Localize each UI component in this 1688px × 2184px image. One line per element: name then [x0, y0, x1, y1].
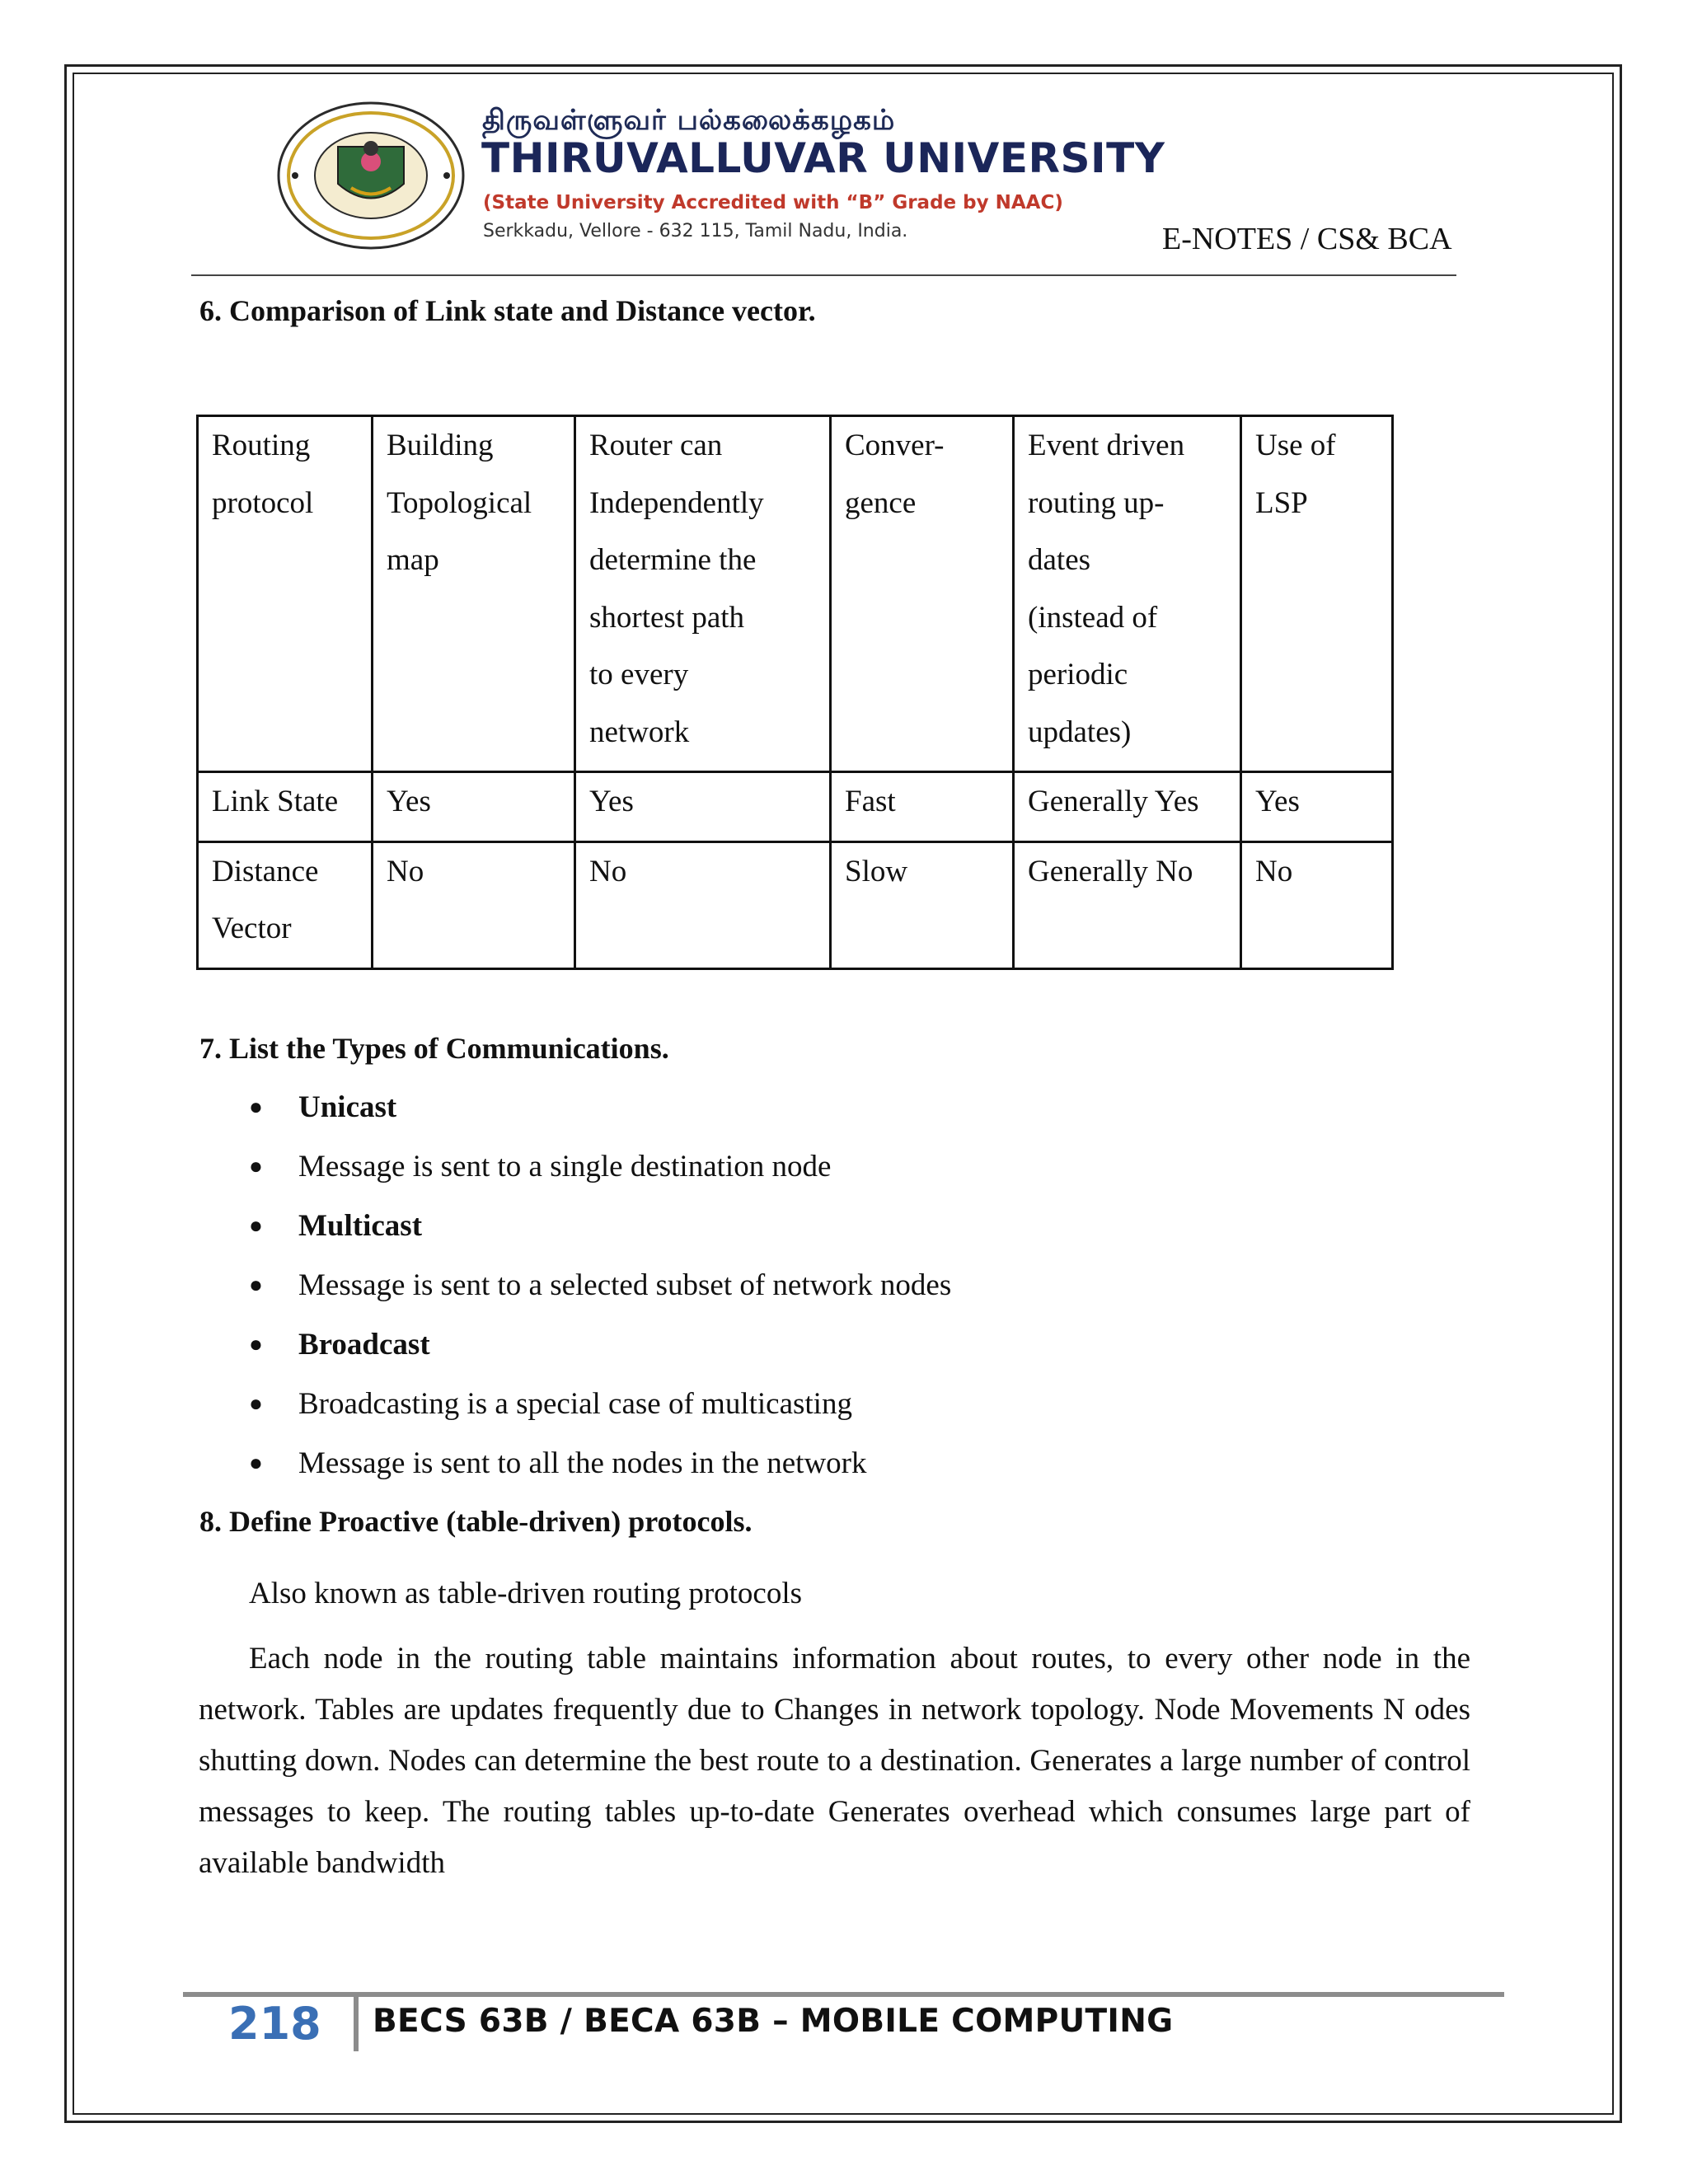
- list-item-text: Multicast: [298, 1209, 423, 1243]
- cell-line: dates: [1028, 543, 1091, 577]
- table-cell: [575, 772, 831, 842]
- cell-line: Routing: [212, 429, 311, 462]
- cell-line: map: [387, 543, 439, 577]
- enotes-label: E-NOTES / CS& BCA: [1162, 222, 1452, 256]
- cell-line: Yes: [387, 785, 431, 818]
- communication-types-list: [247, 1083, 951, 1498]
- university-name-tamil: திருவள்ளுவர் பல்கலைக்கழகம்: [482, 104, 896, 137]
- cell-line: LSP: [1255, 485, 1308, 520]
- section-8-intro: Also known as table-driven routing protocols: [249, 1577, 803, 1610]
- cell-line: Fast: [845, 785, 896, 818]
- cell-line: periodic: [1028, 658, 1128, 691]
- list-item-text: Broadcasting is a special case of multicasting: [298, 1387, 852, 1421]
- cell-line: Independently: [589, 485, 764, 520]
- cell-line: Vector: [212, 912, 292, 945]
- cell-line: Distance: [212, 854, 319, 888]
- cell-line: to every: [589, 658, 689, 691]
- table-header-row: [198, 416, 1393, 772]
- list-item: [247, 1320, 951, 1380]
- header-divider: [191, 274, 1456, 276]
- section-8-heading: 8. Define Proactive (table-driven) protocols.: [199, 1505, 753, 1538]
- cell-line: shortest path: [589, 600, 745, 635]
- cell-line: No: [387, 854, 424, 888]
- list-item: [247, 1380, 951, 1439]
- header-cell: [373, 416, 575, 772]
- table-cell: [373, 772, 575, 842]
- list-item: [247, 1083, 951, 1142]
- university-name: THIRUVALLUVAR UNIVERSITY: [481, 134, 1165, 182]
- cell-line: Link State: [212, 785, 339, 818]
- table-cell: [831, 841, 1014, 968]
- table-row: [198, 841, 1393, 968]
- cell-line: updates): [1028, 715, 1132, 749]
- comparison-table: [196, 415, 1394, 970]
- bullet-dot-icon: ●: [249, 1272, 263, 1298]
- table-cell: [831, 772, 1014, 842]
- university-logo: [272, 97, 470, 254]
- cell-line: protocol: [212, 485, 314, 520]
- bullet-dot-icon: ●: [249, 1391, 263, 1417]
- header-cell: [575, 416, 831, 772]
- cell-line: Topological: [387, 485, 532, 520]
- cell-line: routing up-: [1028, 485, 1165, 520]
- cell-line: Generally Yes: [1028, 785, 1199, 818]
- list-item-text: Unicast: [298, 1090, 397, 1124]
- cell-line: Yes: [1255, 785, 1300, 818]
- header-cell: [1014, 416, 1241, 772]
- bullet-dot-icon: ●: [249, 1094, 263, 1120]
- cell-line: Conver-: [845, 429, 945, 462]
- bullet-dot-icon: ●: [249, 1213, 263, 1239]
- list-item: [247, 1439, 951, 1498]
- table-cell: [1014, 772, 1241, 842]
- cell-line: Generally No: [1028, 854, 1193, 888]
- table-cell: [198, 772, 373, 842]
- cell-line: Building: [387, 429, 494, 462]
- cell-line: Event driven: [1028, 429, 1185, 462]
- bullet-dot-icon: ●: [249, 1451, 263, 1476]
- cell-line: Slow: [845, 854, 908, 888]
- list-item-text: Message is sent to a single destination node: [298, 1150, 832, 1183]
- header-cell: [831, 416, 1014, 772]
- cell-line: Use of: [1255, 429, 1336, 462]
- cell-line: (instead of: [1028, 600, 1158, 635]
- course-title: BECS 63B / BECA 63B – MOBILE COMPUTING: [373, 2003, 1174, 2040]
- university-address: Serkkadu, Vellore - 632 115, Tamil Nadu, India.: [483, 221, 908, 241]
- table-cell: [1241, 841, 1393, 968]
- footer-separator: [354, 1994, 359, 2051]
- bullet-dot-icon: ●: [249, 1332, 263, 1357]
- section-6-heading: 6. Comparison of Link state and Distance vector.: [199, 294, 816, 327]
- header-cell: [1241, 416, 1393, 772]
- cell-line: determine the: [589, 543, 757, 577]
- cell-line: Router can: [589, 429, 723, 462]
- cell-line: Yes: [589, 785, 634, 818]
- cell-line: No: [589, 854, 627, 888]
- table-cell: [1241, 772, 1393, 842]
- list-item: [247, 1142, 951, 1202]
- page-number: 218: [228, 1998, 321, 2050]
- table-cell: [1014, 841, 1241, 968]
- footer-divider: [183, 1992, 1504, 1997]
- table-cell: [575, 841, 831, 968]
- list-item-text: Message is sent to all the nodes in the network: [298, 1446, 867, 1480]
- table-cell: [198, 841, 373, 968]
- table-row: [198, 772, 1393, 842]
- section-8-body: Each node in the routing table maintains information about routes, to every other node in the network. Tables are updates frequently due to Changes in network topology. Node Movements N odes shutting down. Nodes can determine the best route to a destination. Generates a large number of control messages to keep. The routing tables up-to-date Generates overhead which consumes large part of available bandwidth: [199, 1642, 1470, 1880]
- list-item: [247, 1202, 951, 1261]
- section-7-heading: 7. List the Types of Communications.: [199, 1032, 669, 1065]
- list-item-text: Message is sent to a selected subset of network nodes: [298, 1268, 952, 1302]
- header-cell: [198, 416, 373, 772]
- cell-line: network: [589, 715, 690, 749]
- list-item-text: Broadcast: [298, 1328, 430, 1361]
- list-item: [247, 1261, 951, 1320]
- accreditation-line: (State University Accredited with “B” Grade by NAAC): [483, 192, 1063, 213]
- cell-line: No: [1255, 854, 1293, 888]
- bullet-dot-icon: ●: [249, 1154, 263, 1179]
- table-cell: [373, 841, 575, 968]
- cell-line: gence: [845, 485, 917, 520]
